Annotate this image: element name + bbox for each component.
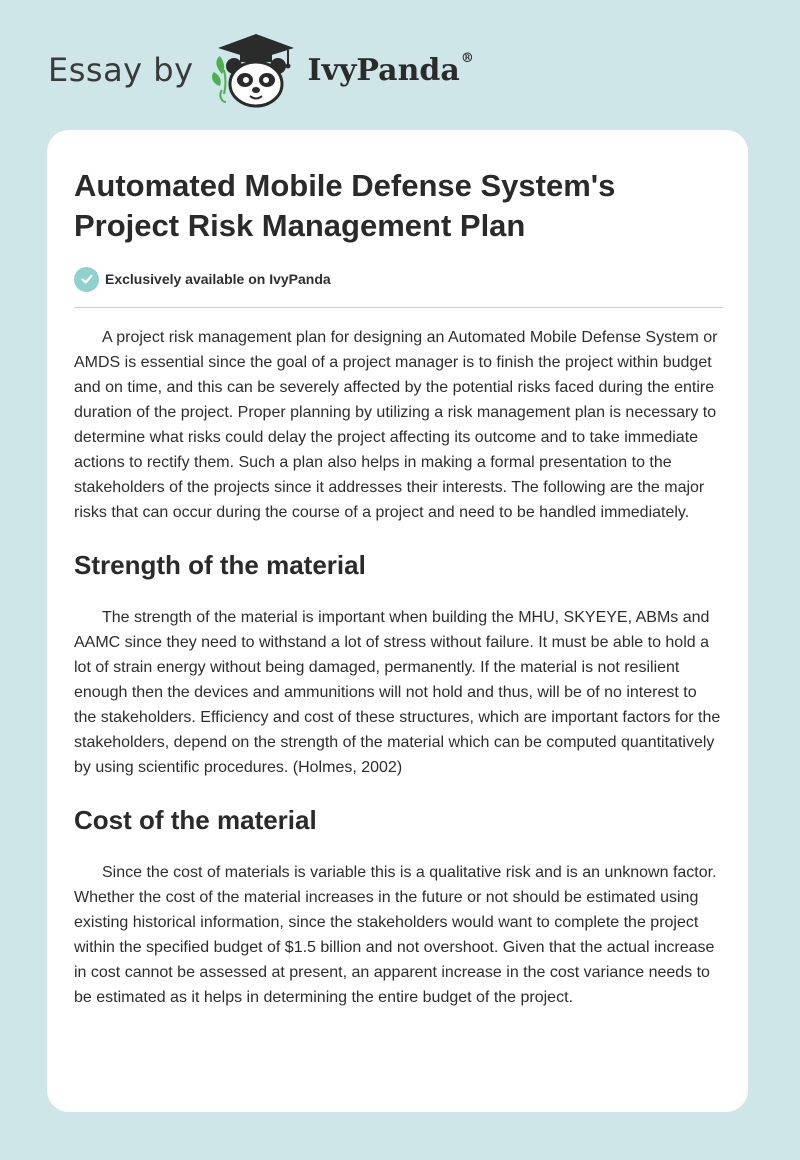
check-circle-icon	[74, 267, 99, 292]
badge-label: Exclusively available on IvyPanda	[105, 271, 331, 287]
article-title: Automated Mobile Defense System's Project Risk Management Plan	[74, 168, 616, 243]
brand-prefix: Essay by	[48, 51, 194, 89]
section-body-strength: The strength of the material is important when building the MHU, SKYEYE, ABMs and AAMC since they need to withstand a lot of stress without failure. It must be able to hold a lot of strain energy without being damaged, permanently. If the material is not resilient enough then the devices and ammunitions will not hold and thus, will be of no interest to the stakeholders. Efficiency and cost of these structures, which are important factors for the stakeholders, depend on the strength of the material which can be computed quantitatively by using scientific procedures. (Holmes, 2002)	[74, 609, 721, 776]
exclusive-badge	[74, 266, 723, 292]
article-content	[74, 166, 723, 1010]
panda-graduate-icon[interactable]	[208, 30, 304, 110]
brand-name-text: IvyPanda	[307, 52, 460, 88]
section-body-cost: Since the cost of materials is variable this is a qualitative risk and is an unknown factor. Whether the cost of the material increases in the future or not should be estimated using existing historical information, since the stakeholders would want to complete the project within the specified budget of $1.5 billion and not overshoot. Given that the actual increase in cost cannot be assessed at present, an apparent increase in the cost variance needs to be estimated as it helps in determining the entire budget of the project.	[74, 864, 717, 1006]
article-card	[47, 130, 748, 1112]
intro-paragraph: A project risk management plan for designing an Automated Mobile Defense System or AMDS is essential since the goal of a project manager is to finish the project within budget and on time, and this can be severely affected by the potential risks faced during the entire duration of the project. Proper planning by utilizing a risk management plan is necessary to determine what risks could delay the project affecting its outcome and to take immediate actions to rectify them. Such a plan also helps in making a formal presentation to the stakeholders of the projects since it addresses their interests. The following are the major risks that can occur during the course of a project and need to be handled immediately.	[74, 329, 718, 521]
brand-name	[307, 50, 474, 88]
site-header	[48, 30, 474, 110]
section-heading-cost: Cost of the material	[74, 805, 317, 835]
section-heading-strength: Strength of the material	[74, 550, 366, 580]
divider	[74, 307, 723, 308]
registered-mark: ®	[460, 50, 474, 66]
